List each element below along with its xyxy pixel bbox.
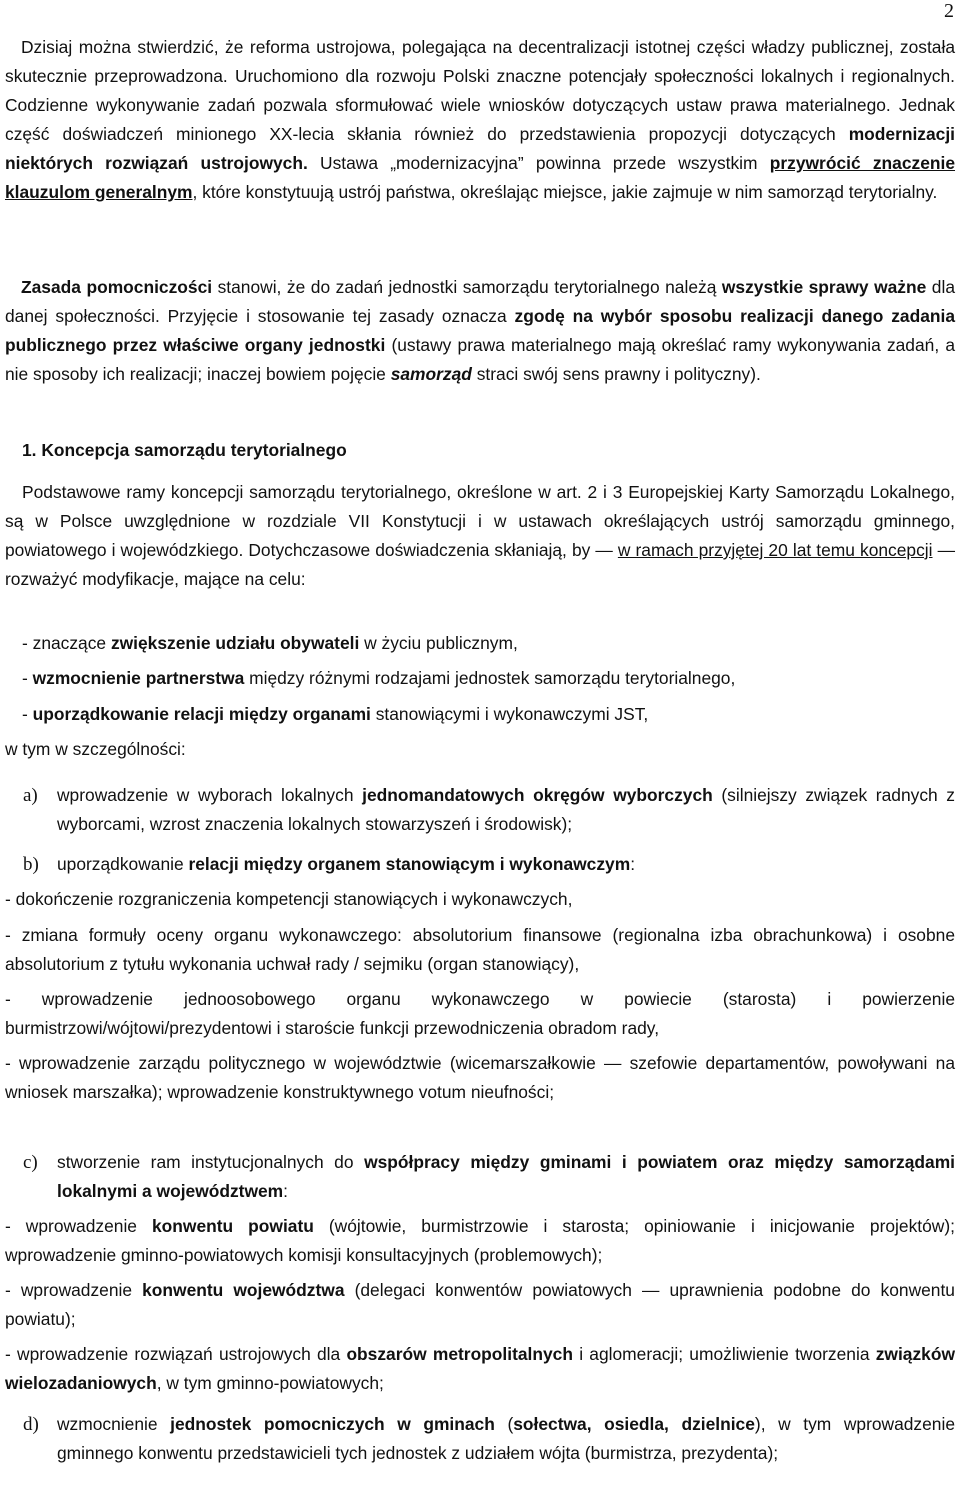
- bold-underlined-text: przywrócić znaczenie klauzulom generalnym: [5, 153, 956, 202]
- bold-text: wzmocnienie partnerstwa: [32, 668, 245, 688]
- text-run: - wprowadzenie rozwiązań ustrojowych dla: [5, 1344, 347, 1364]
- text-run: (wójtowie, burmistrzowie i starosta; opiniowanie i inicjowanie projektów); wprowadzenie gminno-powiatowych komisji konsultacyjnych (problemowych);: [5, 1216, 955, 1265]
- bold-text: konwentu województwa: [142, 1280, 345, 1300]
- text-run: - wprowadzenie: [5, 1280, 143, 1300]
- paragraph-subsidiarity: [5, 273, 955, 389]
- text-run: — rozważyć modyfikacje, mające na celu:: [5, 540, 955, 589]
- text-run: -: [22, 668, 33, 688]
- sub-item: - wprowadzenie jednoosobowego organu wykonawczego w powiecie (starosta) i powierzenie burmistrzowi/wójtowi/prezydentowi i staroście funkcji przewodniczenia obradom rady,: [5, 989, 955, 1038]
- paragraph-concept: [5, 478, 955, 594]
- list-item-body: [57, 781, 955, 839]
- text-run: wprowadzenie w wyborach lokalnych: [57, 785, 363, 805]
- bold-text: jednostek pomocniczych w gminach: [170, 1414, 495, 1434]
- bold-text: uporządkowanie relacji między organami: [32, 704, 371, 724]
- page-number: 2: [944, 0, 954, 22]
- text-run: , w tym gminno-powiatowych;: [156, 1373, 384, 1393]
- bold-text: zgodę na wybór sposobu realizacji danego zadania publicznego przez właściwe organy jednostki: [5, 306, 955, 355]
- bold-italic-text: samorząd: [390, 364, 472, 384]
- list-item-body: [57, 850, 955, 879]
- text-run: Ustawa „modernizacyjna” powinna przede wszystkim: [307, 153, 770, 173]
- sub-item: - wprowadzenie zarządu politycznego w województwie (wicemarszałkowie — szefowie departamentów, powoływani na wniosek marszałka); wprowadzenie konstruktywnego votum nieufności;: [5, 1053, 955, 1102]
- bold-text: modernizacji niektórych rozwiązań ustrojowych.: [5, 124, 955, 173]
- list-letter: b): [23, 854, 39, 875]
- text-run: dla danej społeczności. Przyjęcie i stosowanie tej zasady oznacza: [5, 277, 955, 326]
- list-letter: d): [23, 1414, 39, 1435]
- sub-item: [5, 1340, 955, 1398]
- sub-item: - dokończenie rozgraniczenia kompetencji stanowiących i wykonawczych,: [5, 889, 573, 909]
- text-run: uporządkowanie: [57, 854, 189, 874]
- goal-item: [22, 629, 518, 658]
- bold-text: Zasada pomocniczości: [21, 277, 213, 297]
- text-run: wzmocnienie: [57, 1414, 171, 1434]
- goal-item: [22, 700, 648, 729]
- text-run: - wprowadzenie: [5, 1216, 152, 1236]
- underlined-text: w ramach przyjętej 20 lat temu koncepcji: [617, 540, 933, 560]
- text-run: stanowiącymi i wykonawczymi JST,: [370, 704, 649, 724]
- sub-item: [5, 1276, 955, 1334]
- in-particular-label: w tym w szczególności:: [5, 739, 186, 759]
- list-letter: c): [23, 1152, 38, 1173]
- bold-text: obszarów metropolitalnych: [346, 1344, 573, 1364]
- bold-text: relacji między organem stanowiącym i wykonawczym: [188, 854, 631, 874]
- bold-text: sołectwa, osiedla, dzielnice: [513, 1414, 755, 1434]
- sub-item: [5, 1212, 955, 1270]
- bold-text: związków wielozadaniowych: [5, 1344, 955, 1393]
- list-item-body: [57, 1148, 955, 1206]
- text-run: -: [22, 704, 33, 724]
- text-run: Podstawowe ramy koncepcji samorządu terytorialnego, określone w art. 2 i 3 Europejskiej Karty Samorządu Lokalnego, są w Polsce uwzględnione w rozdziale VII Konstytucji i w ustawach określających ustrój samorządu gminnego, powiatowego i wojewódzkiego. Dotychczasowe doświadczenia skłaniają, by —: [5, 482, 955, 560]
- list-item-d: [5, 1410, 955, 1468]
- text-run: (silniejszy związek radnych z wyborcami, wzrost znaczenia lokalnych stowarzyszeń i środowisk);: [57, 785, 955, 834]
- section-heading: 1. Koncepcja samorządu terytorialnego: [22, 440, 347, 460]
- list-item-body: [57, 1410, 955, 1468]
- text-run: :: [630, 854, 636, 874]
- text-run: (ustawy prawa materialnego mają określać ramy wykonywania zadań, a nie sposoby ich realizacji; inaczej bowiem pojęcie: [5, 335, 955, 384]
- list-item-b: [5, 850, 955, 879]
- text-run: stanowi, że do zadań jednostki samorządu terytorialnego należą: [212, 277, 722, 297]
- text-run: , które konstytuują ustrój państwa, określając miejsce, jakie zajmuje w nim samorząd terytorialny.: [192, 182, 938, 202]
- text-run: straci swój sens prawny i polityczny).: [471, 364, 761, 384]
- goal-item: [22, 664, 735, 693]
- text-run: ), w tym wprowadzenie gminnego konwentu przedstawicieli tych jednostek z udziałem wójta (burmistrza, prezydenta);: [57, 1414, 956, 1463]
- sub-item: - zmiana formuły oceny organu wykonawczego: absolutorium finansowe (regionalna izba obrachunkowa) i osobne absolutorium z tytułu wykonania uchwał rady / sejmiku (organ stanowiący),: [5, 925, 955, 974]
- text-run: (delegaci konwentów powiatowych — uprawnienia podobne do konwentu powiatu);: [5, 1280, 955, 1329]
- text-run: Dzisiaj można stwierdzić, że reforma ustrojowa, polegająca na decentralizacji istotnej części władzy publicznej, została skutecznie przeprowadzona. Uruchomiono dla rozwoju Polski znaczne potencjały społeczności lokalnych i regionalnych. Codzienne wykonywanie zadań pozwala sformułować wiele wniosków dotyczących ustaw prawa materialnego. Jednak część doświadczeń minionego XX-lecia skłania również do przedstawienia propozycji dotyczących: [5, 37, 955, 144]
- list-letter: a): [23, 785, 38, 806]
- bold-text: zwiększenie udziału obywateli: [110, 633, 360, 653]
- list-item-a: [5, 781, 955, 839]
- bold-text: konwentu powiatu: [152, 1216, 314, 1236]
- text-run: (: [494, 1414, 514, 1434]
- bold-text: jednomandatowych okręgów wyborczych: [362, 785, 713, 805]
- text-run: :: [283, 1181, 288, 1201]
- text-run: w życiu publicznym,: [359, 633, 518, 653]
- bold-text: współpracy między gminami i powiatem oraz między samorządami lokalnymi a województwem: [57, 1152, 955, 1201]
- text-run: między różnymi rodzajami jednostek samorządu terytorialnego,: [244, 668, 736, 688]
- paragraph-reform: [5, 33, 955, 207]
- text-run: stworzenie ram instytucjonalnych do: [57, 1152, 365, 1172]
- list-item-c: [5, 1148, 955, 1206]
- text-run: i aglomeracji; umożliwienie tworzenia: [572, 1344, 876, 1364]
- bold-text: wszystkie sprawy ważne: [721, 277, 927, 297]
- text-run: - znaczące: [22, 633, 111, 653]
